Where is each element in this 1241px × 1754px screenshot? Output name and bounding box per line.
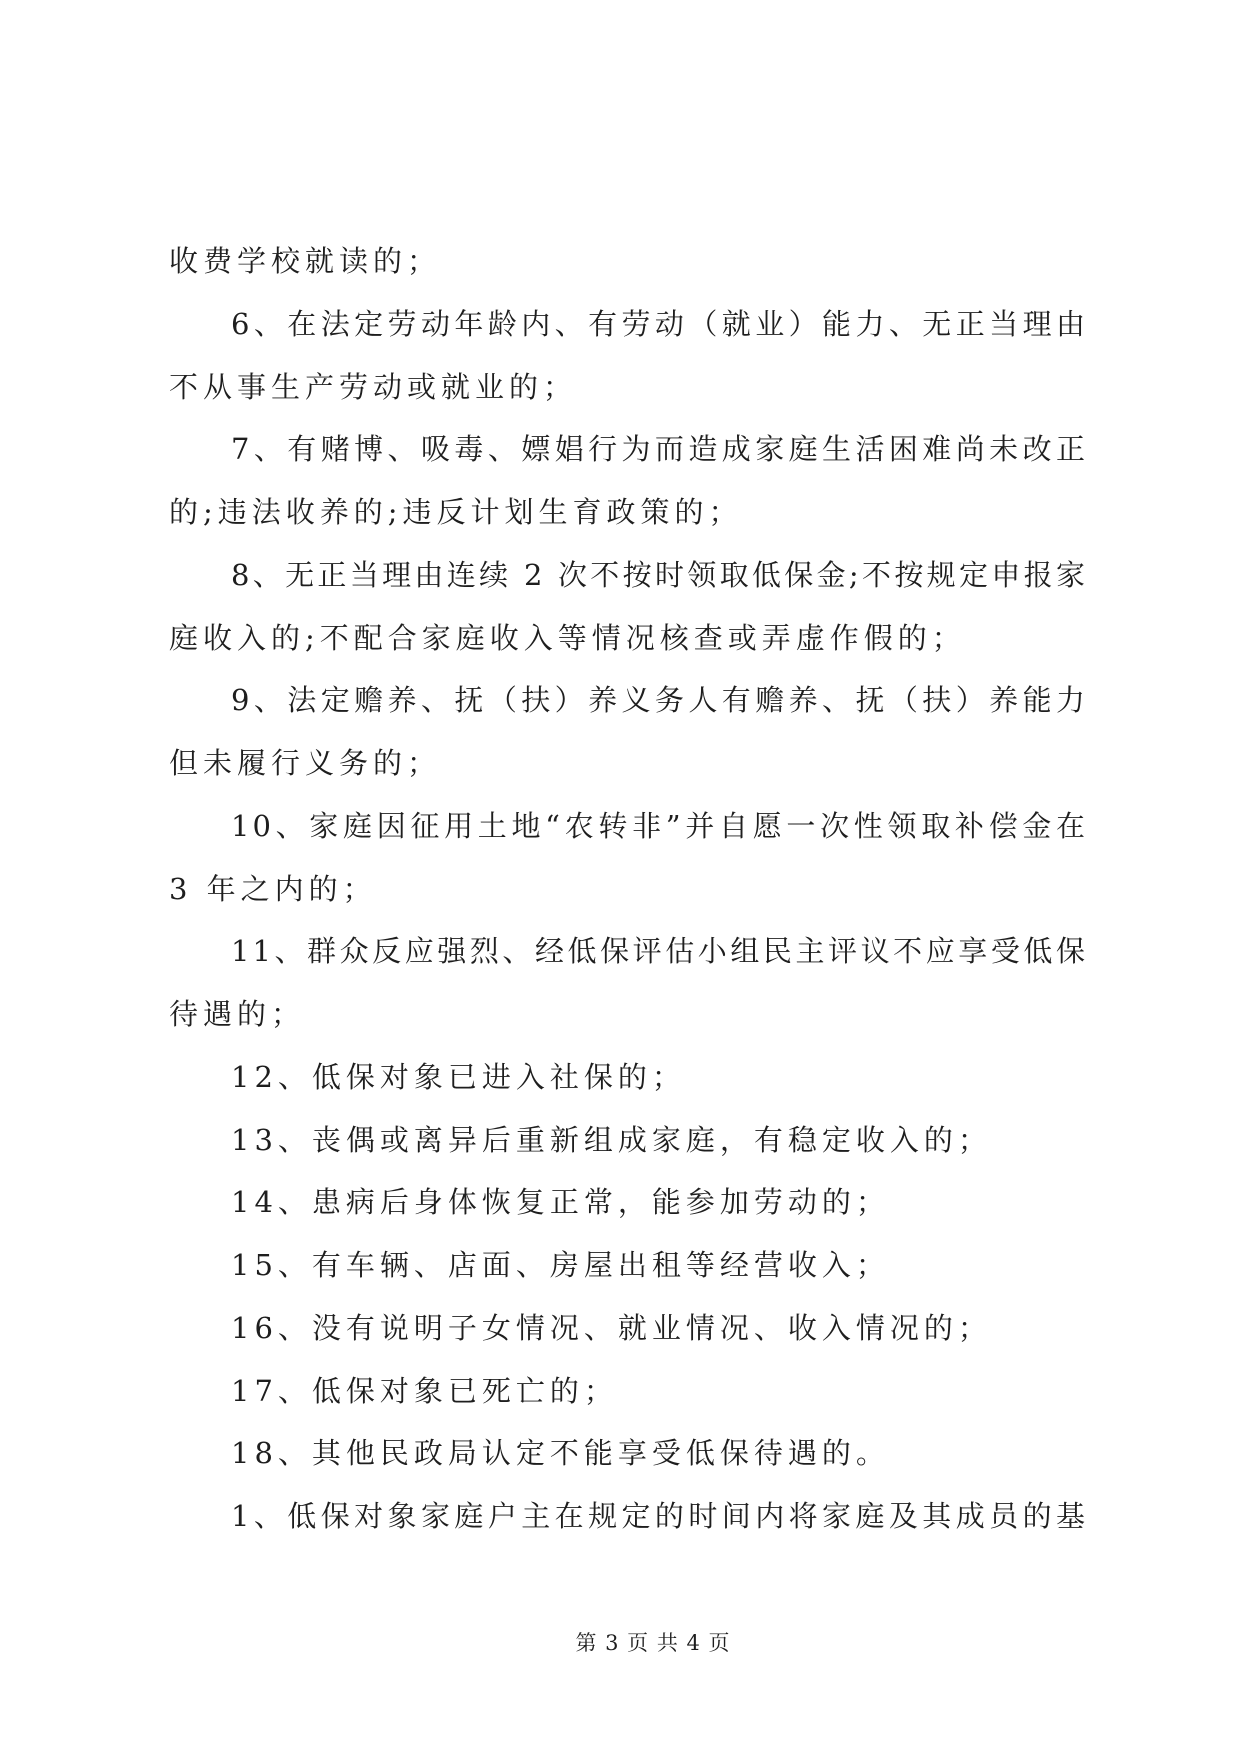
list-item-13-line: 13、丧偶或离异后重新组成家庭，有稳定收入的；	[231, 1122, 992, 1157]
list-item-6-line: 6、在法定劳动年龄内、有劳动（就业）能力、无正当理由	[231, 306, 1088, 341]
list-item-12-line: 12、低保对象已进入社保的；	[231, 1059, 686, 1094]
text-line: 不从事生产劳动或就业的；	[169, 369, 578, 404]
list-item-8-line: 8、无正当理由连续 2 次不按时领取低保金;不按规定申报家	[231, 557, 1088, 592]
list-item-10-line: 10、家庭因征用土地“农转非”并自愿一次性领取补偿金在	[231, 808, 1088, 843]
list-item-1-line: 1、低保对象家庭户主在规定的时间内将家庭及其成员的基	[231, 1499, 1088, 1533]
text-line: 但未履行义务的；	[169, 746, 442, 780]
list-item-11-line: 11、群众反应强烈、经低保评估小组民主评议不应享受低保	[231, 934, 1088, 969]
page-number-footer: 第 3 页 共 4 页	[575, 1631, 731, 1655]
text-line: 3 年之内的；	[169, 871, 377, 906]
list-item-17-line: 17、低保对象已死亡的；	[231, 1373, 618, 1408]
list-item-14-line: 14、患病后身体恢复正常，能参加劳动的；	[231, 1185, 890, 1220]
list-item-18-line: 18、其他民政局认定不能享受低保待遇的。	[231, 1436, 890, 1471]
list-item-7-line: 7、有赌博、吸毒、嫖娼行为而造成家庭生活困难尚未改正	[231, 432, 1088, 467]
text-line: 待遇的；	[169, 997, 306, 1031]
list-item-9-line: 9、法定赡养、抚（扶）养义务人有赡养、抚（扶）养能力	[231, 683, 1088, 718]
list-item-16-line: 16、没有说明子女情况、就业情况、收入情况的；	[231, 1310, 992, 1345]
body-text	[169, 230, 1088, 1548]
text-line: 收费学校就读的；	[169, 244, 442, 278]
text-line: 庭收入的;不配合家庭收入等情况核查或弄虚作假的；	[169, 620, 966, 655]
text-line: 的;违法收养的;违反计划生育政策的；	[169, 495, 743, 529]
list-item-15-line: 15、有车辆、店面、房屋出租等经营收入；	[231, 1248, 890, 1282]
